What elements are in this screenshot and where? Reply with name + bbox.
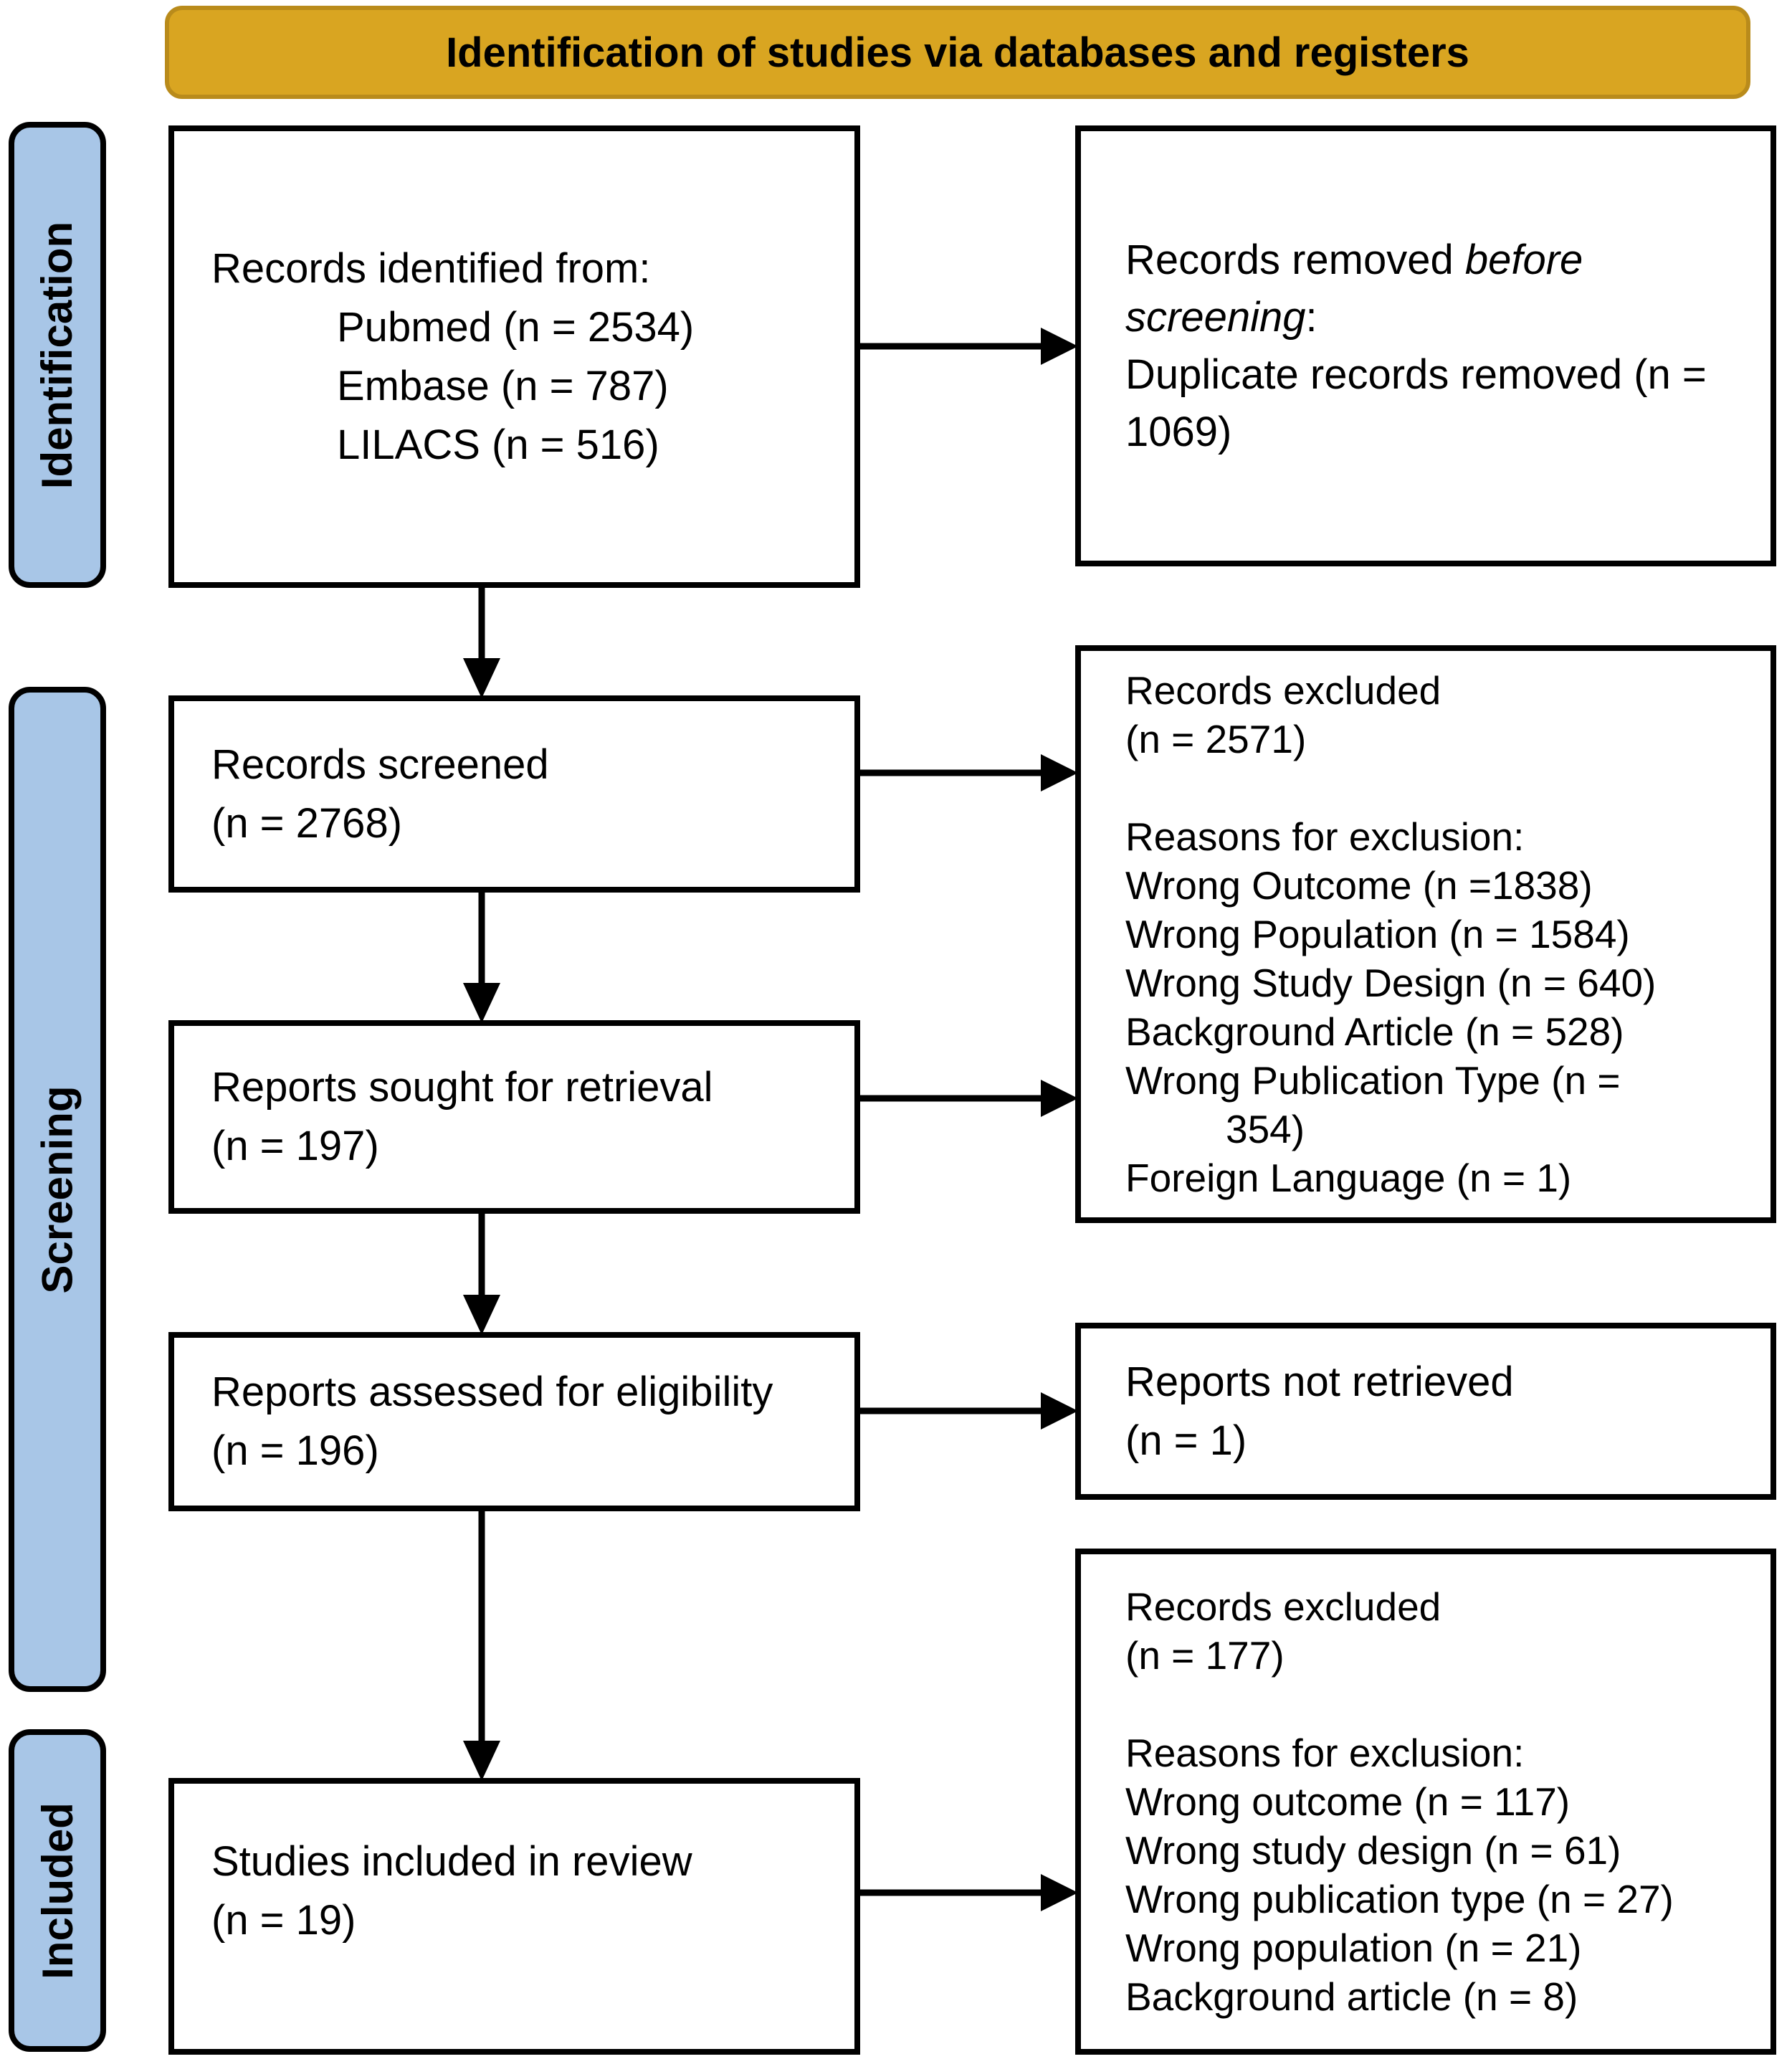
text-line: Reasons for exclusion: bbox=[1125, 814, 1525, 859]
arrow-included-to-excluded bbox=[859, 1874, 1078, 1911]
arrow-screened-to-excluded bbox=[859, 754, 1078, 791]
text-line: Wrong outcome (n = 117) bbox=[1125, 1779, 1571, 1824]
text-line: Embase (n = 787) bbox=[337, 362, 669, 409]
arrow-screened-to-sought bbox=[463, 891, 500, 1023]
text-line: Wrong Population (n = 1584) bbox=[1125, 912, 1630, 956]
phase-label-identification-text: Identification bbox=[33, 221, 82, 489]
arrow-assessed-to-not-retrieved bbox=[859, 1392, 1078, 1430]
text-line: Foreign Language (n = 1) bbox=[1125, 1156, 1572, 1200]
text-line: 354) bbox=[1226, 1107, 1305, 1151]
text-line: (n = 2768) bbox=[211, 799, 403, 847]
text-line: Wrong population (n = 21) bbox=[1125, 1926, 1582, 1970]
text-line: Records screened bbox=[211, 741, 549, 788]
text-line: Records identified from: bbox=[211, 244, 651, 292]
text-line: Duplicate records removed (n = bbox=[1125, 351, 1707, 398]
text-line: (n = 196) bbox=[211, 1427, 379, 1474]
text-line: Reports not retrieved bbox=[1125, 1358, 1514, 1405]
text-line: Wrong study design (n = 61) bbox=[1125, 1828, 1621, 1873]
text-line: Reasons for exclusion: bbox=[1125, 1731, 1525, 1775]
arrow-sought-to-assessed bbox=[463, 1212, 500, 1335]
banner-title: Identification of studies via databases and registers bbox=[446, 29, 1469, 76]
text-line: Reports sought for retrieval bbox=[211, 1064, 713, 1111]
text-line: 1069) bbox=[1125, 408, 1232, 455]
text-line: Records excluded bbox=[1125, 1584, 1441, 1629]
text-line: LILACS (n = 516) bbox=[337, 421, 659, 468]
text-line: (n = 197) bbox=[211, 1123, 379, 1169]
text-line: Wrong Publication Type (n = bbox=[1125, 1058, 1621, 1103]
text-line: Reports assessed for eligibility bbox=[211, 1369, 773, 1415]
text-line: Records excluded bbox=[1125, 668, 1441, 713]
text-line: (n = 1) bbox=[1125, 1417, 1247, 1464]
text-line: Pubmed (n = 2534) bbox=[337, 303, 695, 351]
text-line: (n = 19) bbox=[211, 1897, 356, 1944]
text-line: Wrong publication type (n = 27) bbox=[1125, 1877, 1674, 1921]
text-line: Wrong Study Design (n = 640) bbox=[1125, 961, 1657, 1005]
text-line: (n = 177) bbox=[1125, 1633, 1285, 1678]
text-line: Records removed before bbox=[1125, 236, 1583, 283]
text-line: Wrong Outcome (n =1838) bbox=[1125, 863, 1593, 908]
phase-label-screening-text: Screening bbox=[33, 1085, 82, 1294]
text-line: Background Article (n = 528) bbox=[1125, 1009, 1624, 1054]
arrow-assessed-to-included bbox=[463, 1510, 500, 1781]
phase-label-included-text: Included bbox=[33, 1802, 82, 1979]
text-line: Background article (n = 8) bbox=[1125, 1974, 1578, 2019]
text-line: Studies included in review bbox=[211, 1838, 692, 1885]
arrow-identified-to-screened bbox=[463, 586, 500, 698]
arrow-identified-to-removed bbox=[859, 328, 1078, 365]
text-line: screening: bbox=[1125, 293, 1317, 341]
text-line: (n = 2571) bbox=[1125, 717, 1307, 761]
arrow-sought-to-excluded bbox=[859, 1080, 1078, 1117]
